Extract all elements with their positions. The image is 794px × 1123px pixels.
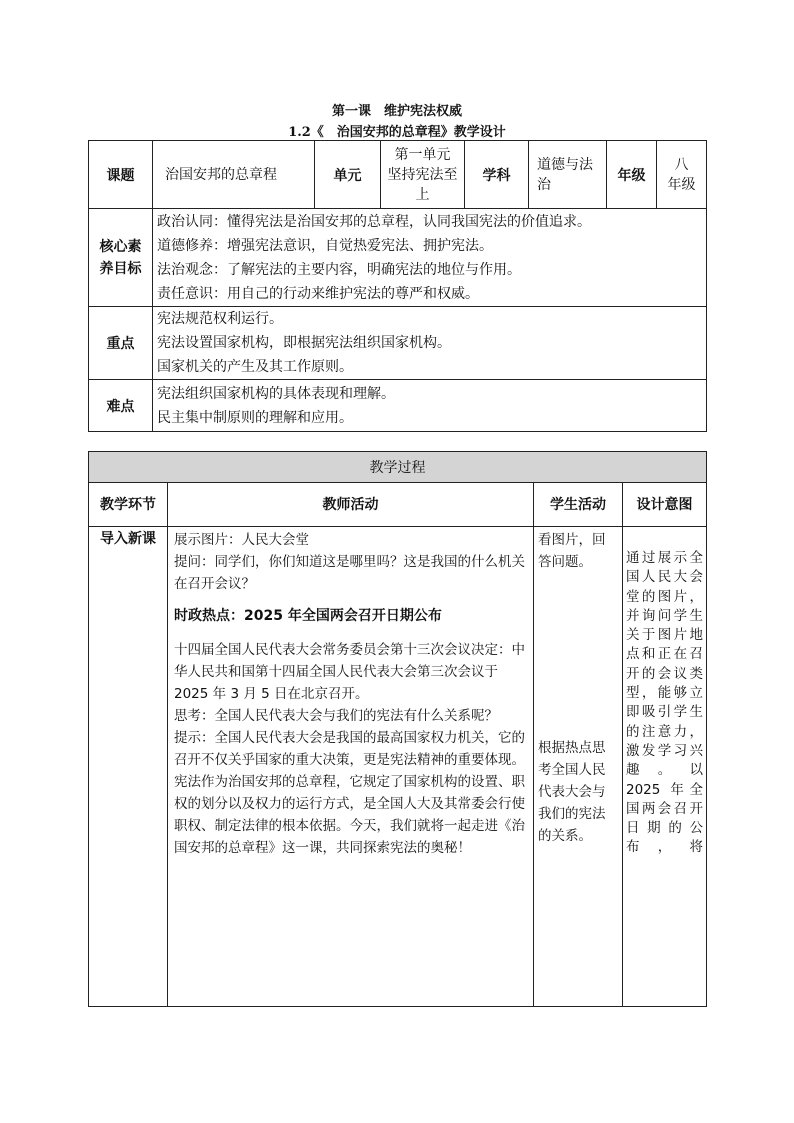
teacher-column-header: 教师活动	[168, 483, 534, 527]
intent-column-header: 设计意图	[623, 483, 707, 527]
design-intent-cell	[623, 527, 707, 1007]
difficult-point-line: 民主集中制原则的理解和应用。	[157, 409, 353, 426]
subject-value: 道德与法治	[529, 141, 607, 209]
core-goal-line: 政治认同：懂得宪法是治国安邦的总章程，认同我国宪法的价值追求。	[157, 213, 591, 230]
core-goal-line: 责任意识：用自己的行动来维护宪法的尊严和权威。	[157, 285, 479, 302]
student-column-header: 学生活动	[534, 483, 623, 527]
unit-label: 单元	[315, 141, 381, 209]
teacher-line: 宪法作为治国安邦的总章程，它规定了国家机构的设置、职权的划分以及权力的运行方式，是全国人大及其常委会行使职权、制定法律的根本依据。今天，我们就将一起走进《治国安邦的总章程》这一课，共同探索宪法的奥秘！	[174, 774, 525, 856]
topic-value: 治国安邦的总章程	[153, 141, 315, 209]
teaching-process-table	[88, 451, 707, 1007]
core-goals-content	[153, 209, 707, 307]
hot-topic-heading: 时政热点：2025 年全国两会召开日期公布	[174, 608, 442, 624]
key-point-line: 宪法规范权利运行。	[157, 311, 283, 327]
document-title: 第一课 维护宪法权威	[331, 104, 462, 119]
core-goal-line: 法治观念：了解宪法的主要内容，明确宪法的地位与作用。	[157, 261, 521, 278]
key-points-content	[153, 307, 707, 380]
topic-label: 课题	[89, 141, 153, 209]
teacher-line: 提问：同学们，你们知道这是哪里吗？这是我国的什么机关在召开会议？	[174, 554, 525, 592]
key-point-line: 宪法设置国家机构，即根据宪法组织国家机构。	[157, 335, 451, 351]
key-points-label: 重点	[89, 307, 153, 380]
teacher-line: 提示：全国人民代表大会是我国的最高国家权力机关，它的召开不仅关乎国家的重大决策，更是宪法精神的重要体现。	[174, 730, 525, 768]
document-subtitle: 1.2《 治国安邦的总章程》教学设计	[288, 125, 506, 140]
teacher-line: 思考：全国人民代表大会与我们的宪法有什么关系呢？	[174, 708, 498, 724]
unit-value: 第一单元 坚持宪法至上	[381, 141, 465, 209]
core-goals-label: 核心素养目标	[89, 209, 153, 307]
difficult-points-label: 难点	[89, 380, 153, 432]
student-activity-1: 看图片，回答问题。	[538, 532, 606, 570]
lesson-info-table	[88, 140, 707, 432]
grade-value: 八 年级	[657, 141, 707, 209]
difficult-points-content	[153, 380, 707, 432]
key-point-line: 国家机关的产生及其工作原则。	[157, 359, 353, 375]
stage-cell: 导入新课	[89, 527, 168, 1007]
student-activity-cell	[534, 527, 623, 1007]
difficult-point-line: 宪法组织国家机构的具体表现和理解。	[157, 385, 395, 402]
grade-label: 年级	[607, 141, 657, 209]
subject-label: 学科	[465, 141, 529, 209]
student-activity-2: 根据热点思考全国人民代表大会与我们的宪法的关系。	[538, 740, 606, 844]
stage-column-header: 教学环节	[89, 483, 168, 527]
design-intent-text: 通过展示全国人民大会堂的图片，并询问学生关于图片地点和正在召开的会议类型，能够立即吸引学生的注意力，激发学习兴趣。以 2025 年全国两会召开日期的公布，将	[626, 550, 703, 856]
process-title: 教学过程	[89, 452, 707, 483]
teacher-line: 十四届全国人民代表大会常务委员会第十三次会议决定：中华人民共和国第十四届全国人民代表大会第三次会议于 2025 年 3 月 5 日在北京召开。	[174, 642, 525, 702]
teacher-activity-cell	[168, 527, 534, 1007]
teacher-line: 展示图片：人民大会堂	[174, 532, 309, 548]
core-goal-line: 道德修养：增强宪法意识，自觉热爱宪法、拥护宪法。	[157, 237, 493, 254]
